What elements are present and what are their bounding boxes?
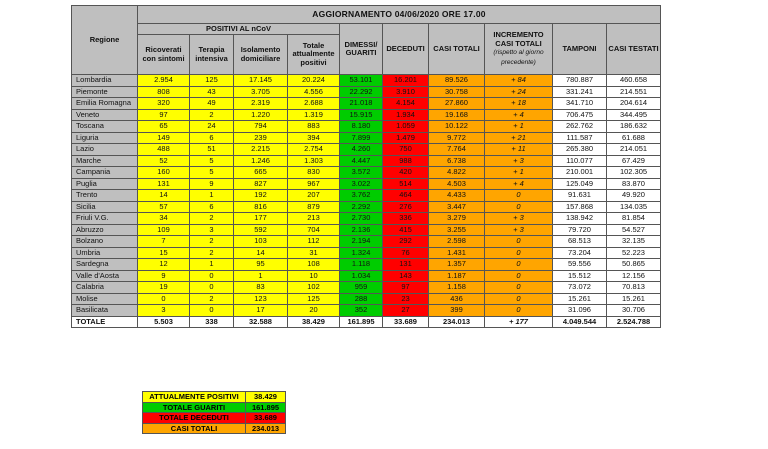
incremento-cell: + 18 — [485, 98, 553, 110]
tamponi-cell: 157.868 — [553, 201, 607, 213]
region-name: Basilicata — [72, 305, 138, 317]
region-name: Emilia Romagna — [72, 98, 138, 110]
terapia-cell: 2 — [190, 213, 234, 225]
dimessi-cell: 1.324 — [340, 247, 383, 259]
dimessi-cell: 959 — [340, 282, 383, 294]
header-isolamento: Isolamento domiciliare — [234, 35, 288, 75]
region-name: Friuli V.G. — [72, 213, 138, 225]
deceduti-cell: 988 — [383, 155, 429, 167]
terapia-cell: 5 — [190, 167, 234, 179]
casi-testati-cell: 49.920 — [607, 190, 661, 202]
region-name: Lazio — [72, 144, 138, 156]
table-row — [72, 98, 661, 110]
incremento-cell: + 4 — [485, 109, 553, 121]
ricoverati-cell: 320 — [138, 98, 190, 110]
ricoverati-cell: 52 — [138, 155, 190, 167]
header-terapia: Terapia intensiva — [190, 35, 234, 75]
deceduti-cell: 143 — [383, 270, 429, 282]
isolamento-cell: 2.215 — [234, 144, 288, 156]
region-name: Calabria — [72, 282, 138, 294]
covid-data-table — [71, 5, 661, 328]
casi-totali-cell: 1.431 — [429, 247, 485, 259]
deceduti-cell: 1.059 — [383, 121, 429, 133]
tamponi-cell: 125.049 — [553, 178, 607, 190]
casi-testati-cell: 186.632 — [607, 121, 661, 133]
casi-totali-cell: 3.279 — [429, 213, 485, 225]
header-incremento-label: INCREMENTO CASI TOTALI — [493, 30, 544, 48]
totale-positivi-cell: 102 — [288, 282, 340, 294]
total-totale-positivi-cell: 38.429 — [288, 316, 340, 328]
dimessi-cell: 352 — [340, 305, 383, 317]
ricoverati-cell: 149 — [138, 132, 190, 144]
totale-positivi-cell: 20.224 — [288, 75, 340, 87]
header-positivi-group: POSITIVI AL nCoV — [138, 24, 340, 35]
summary-value: 33.689 — [246, 413, 286, 424]
deceduti-cell: 76 — [383, 247, 429, 259]
summary-row — [143, 413, 286, 424]
totale-positivi-cell: 1.303 — [288, 155, 340, 167]
deceduti-cell: 415 — [383, 224, 429, 236]
total-dimessi-cell: 161.895 — [340, 316, 383, 328]
table-row — [72, 144, 661, 156]
casi-testati-cell: 214.551 — [607, 86, 661, 98]
table-row — [72, 293, 661, 305]
total-ricoverati-cell: 5.503 — [138, 316, 190, 328]
totale-positivi-cell: 394 — [288, 132, 340, 144]
tamponi-cell: 15.261 — [553, 293, 607, 305]
table-row — [72, 224, 661, 236]
tamponi-cell: 68.513 — [553, 236, 607, 248]
casi-testati-cell: 102.305 — [607, 167, 661, 179]
ricoverati-cell: 109 — [138, 224, 190, 236]
summary-label: TOTALE GUARITI — [143, 402, 246, 413]
ricoverati-cell: 808 — [138, 86, 190, 98]
region-name: Umbria — [72, 247, 138, 259]
header-casi-totali: CASI TOTALI — [429, 24, 485, 75]
totale-positivi-cell: 108 — [288, 259, 340, 271]
summary-row — [143, 392, 286, 403]
totale-positivi-cell: 4.556 — [288, 86, 340, 98]
terapia-cell: 2 — [190, 236, 234, 248]
isolamento-cell: 827 — [234, 178, 288, 190]
casi-totali-cell: 6.738 — [429, 155, 485, 167]
region-name: Campania — [72, 167, 138, 179]
incremento-cell: + 24 — [485, 86, 553, 98]
table-row — [72, 109, 661, 121]
casi-totali-cell: 9.772 — [429, 132, 485, 144]
totale-positivi-cell: 207 — [288, 190, 340, 202]
totale-positivi-cell: 2.754 — [288, 144, 340, 156]
isolamento-cell: 794 — [234, 121, 288, 133]
casi-totali-cell: 19.168 — [429, 109, 485, 121]
tamponi-cell: 331.241 — [553, 86, 607, 98]
casi-totali-cell: 3.447 — [429, 201, 485, 213]
terapia-cell: 2 — [190, 247, 234, 259]
dimessi-cell: 4.447 — [340, 155, 383, 167]
header-casi-testati: CASI TESTATI — [607, 24, 661, 75]
total-tamponi-cell: 4.049.544 — [553, 316, 607, 328]
dimessi-cell: 3.572 — [340, 167, 383, 179]
ricoverati-cell: 3 — [138, 305, 190, 317]
terapia-cell: 24 — [190, 121, 234, 133]
casi-totali-cell: 7.764 — [429, 144, 485, 156]
casi-totali-cell: 89.526 — [429, 75, 485, 87]
ricoverati-cell: 160 — [138, 167, 190, 179]
region-name: Bolzano — [72, 236, 138, 248]
tamponi-cell: 780.887 — [553, 75, 607, 87]
region-name: Sicilia — [72, 201, 138, 213]
tamponi-cell: 138.942 — [553, 213, 607, 225]
incremento-cell: + 3 — [485, 224, 553, 236]
summary-body — [143, 392, 286, 434]
terapia-cell: 6 — [190, 201, 234, 213]
casi-totali-cell: 4.503 — [429, 178, 485, 190]
summary-value: 38.429 — [246, 392, 286, 403]
total-casi-totali-cell: 234.013 — [429, 316, 485, 328]
dimessi-cell: 15.915 — [340, 109, 383, 121]
total-incremento-cell: + 177 — [485, 316, 553, 328]
casi-totali-cell: 2.598 — [429, 236, 485, 248]
region-name: Liguria — [72, 132, 138, 144]
tamponi-cell: 341.710 — [553, 98, 607, 110]
casi-testati-cell: 204.614 — [607, 98, 661, 110]
terapia-cell: 1 — [190, 259, 234, 271]
incremento-cell: + 1 — [485, 167, 553, 179]
dimessi-cell: 2.194 — [340, 236, 383, 248]
ricoverati-cell: 19 — [138, 282, 190, 294]
incremento-cell: 0 — [485, 293, 553, 305]
dimessi-cell: 2.136 — [340, 224, 383, 236]
casi-testati-cell: 52.223 — [607, 247, 661, 259]
dimessi-cell: 53.101 — [340, 75, 383, 87]
isolamento-cell: 816 — [234, 201, 288, 213]
region-name: Piemonte — [72, 86, 138, 98]
terapia-cell: 6 — [190, 132, 234, 144]
totale-positivi-cell: 879 — [288, 201, 340, 213]
totale-positivi-cell: 704 — [288, 224, 340, 236]
ricoverati-cell: 9 — [138, 270, 190, 282]
ricoverati-cell: 97 — [138, 109, 190, 121]
tamponi-cell: 111.587 — [553, 132, 607, 144]
summary-label: TOTALE DECEDUTI — [143, 413, 246, 424]
table-row — [72, 213, 661, 225]
tamponi-cell: 79.720 — [553, 224, 607, 236]
summary-label: CASI TOTALI — [143, 423, 246, 434]
header-dimessi: DIMESSI/ GUARITI — [340, 24, 383, 75]
tamponi-cell: 265.380 — [553, 144, 607, 156]
incremento-cell: 0 — [485, 259, 553, 271]
dimessi-cell: 8.180 — [340, 121, 383, 133]
terapia-cell: 125 — [190, 75, 234, 87]
casi-testati-cell: 460.658 — [607, 75, 661, 87]
incremento-cell: 0 — [485, 236, 553, 248]
terapia-cell: 49 — [190, 98, 234, 110]
region-name: Trento — [72, 190, 138, 202]
isolamento-cell: 2.319 — [234, 98, 288, 110]
incremento-cell: + 1 — [485, 121, 553, 133]
deceduti-cell: 336 — [383, 213, 429, 225]
deceduti-cell: 1.934 — [383, 109, 429, 121]
casi-totali-cell: 4.433 — [429, 190, 485, 202]
table-row — [72, 236, 661, 248]
totale-positivi-cell: 967 — [288, 178, 340, 190]
tamponi-cell: 706.475 — [553, 109, 607, 121]
tamponi-cell: 91.631 — [553, 190, 607, 202]
dimessi-cell: 4.260 — [340, 144, 383, 156]
dimessi-cell: 288 — [340, 293, 383, 305]
table-row — [72, 247, 661, 259]
deceduti-cell: 3.910 — [383, 86, 429, 98]
header-ricoverati: Ricoverati con sintomi — [138, 35, 190, 75]
isolamento-cell: 665 — [234, 167, 288, 179]
table-row — [72, 167, 661, 179]
header-deceduti: DECEDUTI — [383, 24, 429, 75]
total-row — [72, 316, 661, 328]
totale-positivi-cell: 10 — [288, 270, 340, 282]
deceduti-cell: 464 — [383, 190, 429, 202]
terapia-cell: 3 — [190, 224, 234, 236]
deceduti-cell: 1.479 — [383, 132, 429, 144]
table-row — [72, 86, 661, 98]
totale-positivi-cell: 2.688 — [288, 98, 340, 110]
casi-testati-cell: 61.688 — [607, 132, 661, 144]
incremento-cell: 0 — [485, 282, 553, 294]
table-row — [72, 201, 661, 213]
summary-value: 234.013 — [246, 423, 286, 434]
region-name: Marche — [72, 155, 138, 167]
totale-positivi-cell: 883 — [288, 121, 340, 133]
terapia-cell: 5 — [190, 155, 234, 167]
deceduti-cell: 27 — [383, 305, 429, 317]
totale-positivi-cell: 830 — [288, 167, 340, 179]
isolamento-cell: 239 — [234, 132, 288, 144]
casi-testati-cell: 344.495 — [607, 109, 661, 121]
region-name: Valle d'Aosta — [72, 270, 138, 282]
casi-totali-cell: 399 — [429, 305, 485, 317]
isolamento-cell: 95 — [234, 259, 288, 271]
total-terapia-cell: 338 — [190, 316, 234, 328]
header-regione: Regione — [72, 6, 138, 75]
totale-positivi-cell: 112 — [288, 236, 340, 248]
isolamento-cell: 192 — [234, 190, 288, 202]
casi-testati-cell: 30.706 — [607, 305, 661, 317]
region-name: Veneto — [72, 109, 138, 121]
terapia-cell: 2 — [190, 293, 234, 305]
page-title: AGGIORNAMENTO 04/06/2020 ORE 17.00 — [138, 6, 661, 24]
total-casi-testati-cell: 2.524.788 — [607, 316, 661, 328]
totale-positivi-cell: 1.319 — [288, 109, 340, 121]
casi-totali-cell: 30.758 — [429, 86, 485, 98]
totale-positivi-cell: 31 — [288, 247, 340, 259]
isolamento-cell: 17.145 — [234, 75, 288, 87]
region-name: Abruzzo — [72, 224, 138, 236]
deceduti-cell: 750 — [383, 144, 429, 156]
isolamento-cell: 592 — [234, 224, 288, 236]
casi-testati-cell: 50.865 — [607, 259, 661, 271]
ricoverati-cell: 34 — [138, 213, 190, 225]
casi-testati-cell: 214.051 — [607, 144, 661, 156]
casi-totali-cell: 1.187 — [429, 270, 485, 282]
incremento-cell: + 3 — [485, 155, 553, 167]
deceduti-cell: 16.201 — [383, 75, 429, 87]
dimessi-cell: 1.118 — [340, 259, 383, 271]
tamponi-cell: 31.096 — [553, 305, 607, 317]
casi-testati-cell: 54.527 — [607, 224, 661, 236]
incremento-cell: + 4 — [485, 178, 553, 190]
dimessi-cell: 2.292 — [340, 201, 383, 213]
ricoverati-cell: 14 — [138, 190, 190, 202]
terapia-cell: 0 — [190, 305, 234, 317]
region-name: Lombardia — [72, 75, 138, 87]
incremento-cell: + 11 — [485, 144, 553, 156]
header-tamponi: TAMPONI — [553, 24, 607, 75]
tamponi-cell: 73.072 — [553, 282, 607, 294]
terapia-cell: 1 — [190, 190, 234, 202]
dimessi-cell: 21.018 — [340, 98, 383, 110]
region-name: Toscana — [72, 121, 138, 133]
summary-table — [142, 391, 286, 434]
casi-totali-cell: 10.122 — [429, 121, 485, 133]
dimessi-cell: 22.292 — [340, 86, 383, 98]
casi-totali-cell: 1.357 — [429, 259, 485, 271]
incremento-cell: + 3 — [485, 213, 553, 225]
isolamento-cell: 103 — [234, 236, 288, 248]
tamponi-cell: 262.762 — [553, 121, 607, 133]
terapia-cell: 2 — [190, 109, 234, 121]
summary-value: 161.895 — [246, 402, 286, 413]
tamponi-cell: 59.556 — [553, 259, 607, 271]
incremento-cell: 0 — [485, 190, 553, 202]
tamponi-cell: 73.204 — [553, 247, 607, 259]
totale-positivi-cell: 20 — [288, 305, 340, 317]
region-name: Sardegna — [72, 259, 138, 271]
casi-totali-cell: 4.822 — [429, 167, 485, 179]
header-totale-positivi: Totale attualmente positivi — [288, 35, 340, 75]
isolamento-cell: 14 — [234, 247, 288, 259]
table-body — [72, 6, 661, 328]
dimessi-cell: 3.022 — [340, 178, 383, 190]
isolamento-cell: 123 — [234, 293, 288, 305]
table-row — [72, 305, 661, 317]
terapia-cell: 43 — [190, 86, 234, 98]
incremento-cell: 0 — [485, 305, 553, 317]
casi-testati-cell: 70.813 — [607, 282, 661, 294]
table-row — [72, 259, 661, 271]
table-row — [72, 282, 661, 294]
deceduti-cell: 97 — [383, 282, 429, 294]
incremento-cell: + 84 — [485, 75, 553, 87]
incremento-cell: + 21 — [485, 132, 553, 144]
ricoverati-cell: 15 — [138, 247, 190, 259]
summary-label: ATTUALMENTE POSITIVI — [143, 392, 246, 403]
deceduti-cell: 276 — [383, 201, 429, 213]
casi-testati-cell: 81.854 — [607, 213, 661, 225]
region-name: Puglia — [72, 178, 138, 190]
isolamento-cell: 83 — [234, 282, 288, 294]
casi-testati-cell: 83.870 — [607, 178, 661, 190]
ricoverati-cell: 65 — [138, 121, 190, 133]
tamponi-cell: 110.077 — [553, 155, 607, 167]
totale-positivi-cell: 125 — [288, 293, 340, 305]
totale-positivi-cell: 213 — [288, 213, 340, 225]
total-isolamento-cell: 32.588 — [234, 316, 288, 328]
casi-testati-cell: 67.429 — [607, 155, 661, 167]
header-incremento-note: (rispetto al giorno precedente) — [493, 49, 544, 66]
terapia-cell: 51 — [190, 144, 234, 156]
casi-totali-cell: 3.255 — [429, 224, 485, 236]
table-row — [72, 132, 661, 144]
dimessi-cell: 2.730 — [340, 213, 383, 225]
region-name: Molise — [72, 293, 138, 305]
table-row — [72, 121, 661, 133]
ricoverati-cell: 488 — [138, 144, 190, 156]
terapia-cell: 0 — [190, 270, 234, 282]
terapia-cell: 0 — [190, 282, 234, 294]
deceduti-cell: 4.154 — [383, 98, 429, 110]
isolamento-cell: 17 — [234, 305, 288, 317]
table-row — [72, 75, 661, 87]
ricoverati-cell: 0 — [138, 293, 190, 305]
isolamento-cell: 3.705 — [234, 86, 288, 98]
dimessi-cell: 1.034 — [340, 270, 383, 282]
isolamento-cell: 1 — [234, 270, 288, 282]
total-deceduti-cell: 33.689 — [383, 316, 429, 328]
incremento-cell: 0 — [485, 247, 553, 259]
dimessi-cell: 7.899 — [340, 132, 383, 144]
deceduti-cell: 292 — [383, 236, 429, 248]
isolamento-cell: 1.246 — [234, 155, 288, 167]
ricoverati-cell: 131 — [138, 178, 190, 190]
tamponi-cell: 210.001 — [553, 167, 607, 179]
casi-totali-cell: 436 — [429, 293, 485, 305]
ricoverati-cell: 57 — [138, 201, 190, 213]
ricoverati-cell: 7 — [138, 236, 190, 248]
isolamento-cell: 177 — [234, 213, 288, 225]
casi-testati-cell: 32.135 — [607, 236, 661, 248]
incremento-cell: 0 — [485, 270, 553, 282]
dimessi-cell: 3.762 — [340, 190, 383, 202]
header-incremento — [485, 24, 553, 75]
deceduti-cell: 131 — [383, 259, 429, 271]
casi-totali-cell: 1.158 — [429, 282, 485, 294]
table-row — [72, 178, 661, 190]
table-row — [72, 155, 661, 167]
ricoverati-cell: 12 — [138, 259, 190, 271]
total-region-name: TOTALE — [72, 316, 138, 328]
deceduti-cell: 514 — [383, 178, 429, 190]
casi-totali-cell: 27.860 — [429, 98, 485, 110]
table-row — [72, 270, 661, 282]
deceduti-cell: 420 — [383, 167, 429, 179]
tamponi-cell: 15.512 — [553, 270, 607, 282]
table-row — [72, 190, 661, 202]
summary-row — [143, 423, 286, 434]
deceduti-cell: 23 — [383, 293, 429, 305]
summary-row — [143, 402, 286, 413]
casi-testati-cell: 15.261 — [607, 293, 661, 305]
incremento-cell: 0 — [485, 201, 553, 213]
casi-testati-cell: 134.035 — [607, 201, 661, 213]
ricoverati-cell: 2.954 — [138, 75, 190, 87]
casi-testati-cell: 12.156 — [607, 270, 661, 282]
isolamento-cell: 1.220 — [234, 109, 288, 121]
terapia-cell: 9 — [190, 178, 234, 190]
